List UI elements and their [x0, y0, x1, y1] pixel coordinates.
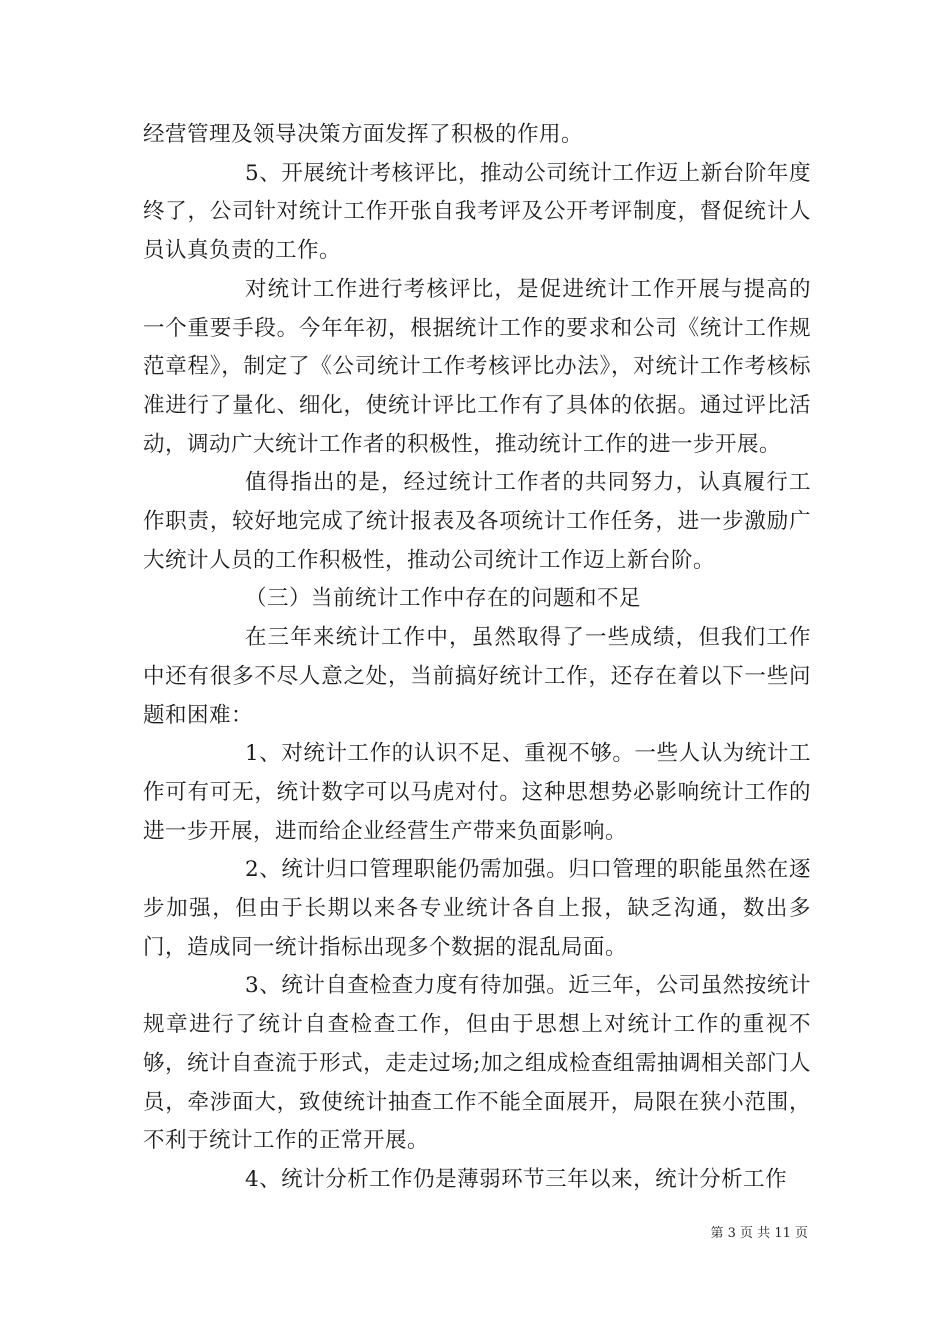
paragraph: 值得指出的是，经过统计工作者的共同努力，认真履行工作职责，较好地完成了统计报表及各项统计工作任务，进一步激励广大统计人员的工作积极性，推动公司统计工作迈上新台阶。 [143, 470, 811, 573]
paragraph: 在三年来统计工作中，虽然取得了一些成绩，但我们工作中还有很多不尽人意之处，当前搞好统计工作，还存在着以下一些问题和困难： [143, 625, 811, 728]
paragraph: 5、开展统计考核评比，推动公司统计工作迈上新台阶年度终了，公司针对统计工作开张自我考评及公开考评制度，督促统计人员认真负责的工作。 [143, 160, 811, 264]
page-number-footer: 第 3 页 共 11 页 [710, 1226, 808, 1241]
paragraph: 经营管理及领导决策方面发挥了积极的作用。 [143, 122, 584, 147]
paragraph: 1、对统计工作的认识不足、重视不够。一些人认为统计工作可有可无，统计数字可以马虎对付。这种思想势必影响统计工作的进一步开展，进而给企业经营生产带来负面影响。 [143, 741, 811, 844]
paragraph: 2、统计归口管理职能仍需加强。归口管理的职能虽然在逐步加强，但由于长期以来各专业统计各自上报，缺乏沟通，数出多门，造成同一统计指标出现多个数据的混乱局面。 [143, 857, 811, 960]
paragraph: 4、统计分析工作仍是薄弱环节三年以来，统计分析工作 [245, 1166, 788, 1192]
paragraph: 对统计工作进行考核评比，是促进统计工作开展与提高的一个重要手段。今年年初，根据统计工作的要求和公司《统计工作规范章程》，制定了《公司统计工作考核评比办法》，对统计工作考核标准进行了量化、细化，使统计评比工作有了具体的依据。通过评比活动，调动广大统计工作者的积极性，推动统计工作的进一步开展。 [143, 276, 811, 457]
paragraph: 3、统计自查检查力度有待加强。近三年，公司虽然按统计规章进行了统计自查检查工作，但由于思想上对统计工作的重视不够，统计自查流于形式，走走过场;加之组成检查组需抽调相关部门人员，牵涉面大，致使统计抽查工作不能全面展开，局限在狭小范围，不利于统计工作的正常开展。 [143, 973, 811, 1154]
document-body [143, 116, 811, 1200]
section-heading: （三）当前统计工作中存在的问题和不足 [245, 586, 642, 612]
